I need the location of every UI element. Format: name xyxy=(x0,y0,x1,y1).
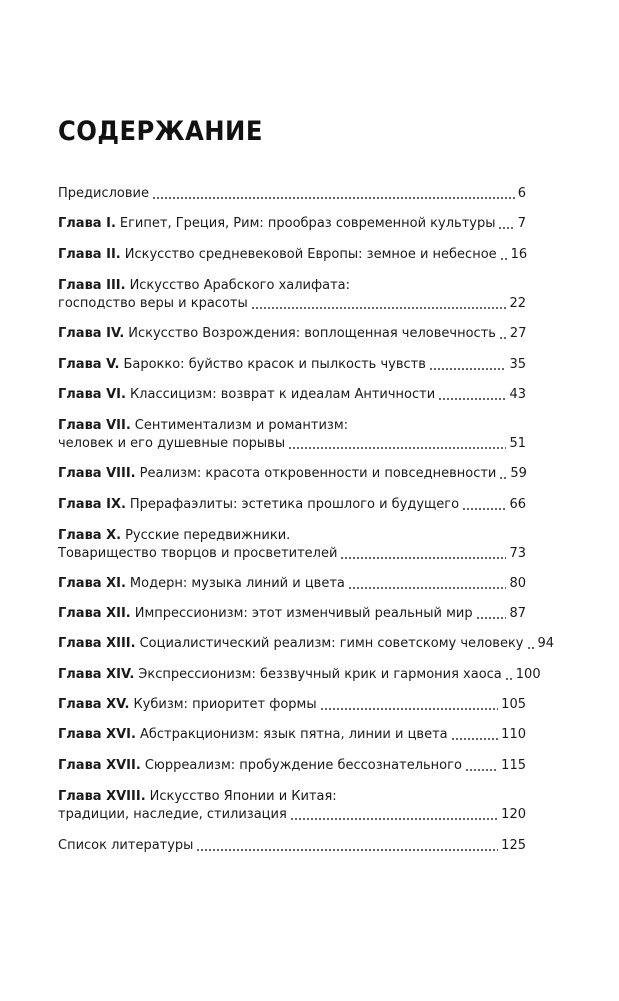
dot-leader xyxy=(499,337,507,339)
chapter-label: Глава XVIII. xyxy=(58,789,146,804)
toc-entry-chapter-13[interactable] xyxy=(58,635,555,653)
toc-page-number: 80 xyxy=(509,576,526,591)
toc-entry-chapter-10[interactable] xyxy=(58,527,526,563)
toc-entry-chapter-15[interactable] xyxy=(58,696,526,714)
toc-page-number: 100 xyxy=(515,667,541,682)
toc-page-number: 35 xyxy=(509,357,526,372)
chapter-label: Глава I. xyxy=(58,216,116,231)
toc-page-number: 73 xyxy=(509,546,526,561)
chapter-label: Глава II. xyxy=(58,247,121,262)
toc-entry-chapter-11[interactable] xyxy=(58,575,526,593)
toc-entry-title-first-line: Искусство Японии и Китая: xyxy=(149,789,337,804)
toc-entry-title: Египет, Греция, Рим: прообраз современной культуры xyxy=(119,216,496,231)
dot-leader xyxy=(340,557,506,559)
toc-page-number: 22 xyxy=(509,296,526,311)
toc-page-number: 66 xyxy=(509,497,526,512)
toc-page-number: 87 xyxy=(509,606,526,621)
toc-page-number: 51 xyxy=(509,436,526,451)
chapter-label: Глава V. xyxy=(58,357,120,372)
toc-entry-chapter-9[interactable] xyxy=(58,496,526,514)
toc-entry-title: Искусство средневековой Европы: земное и небесное xyxy=(124,247,497,262)
toc-entry-title-first-line: Сентиментализм и романтизм: xyxy=(134,418,349,433)
chapter-label: Глава VII. xyxy=(58,418,131,433)
dot-leader xyxy=(499,477,507,479)
toc-entry-title: Список литературы xyxy=(58,838,194,853)
chapter-label: Глава XVI. xyxy=(58,727,136,742)
chapter-label: Глава XVII. xyxy=(58,758,141,773)
toc-page-number: 125 xyxy=(501,838,526,853)
toc-entry-chapter-14[interactable] xyxy=(58,666,541,684)
dot-leader xyxy=(320,708,499,710)
toc-entry-chapter-16[interactable] xyxy=(58,726,526,744)
chapter-label: Глава XII. xyxy=(58,606,131,621)
dot-leader xyxy=(152,197,515,199)
toc-page-number: 115 xyxy=(501,758,526,773)
chapter-label: Глава VIII. xyxy=(58,466,136,481)
dot-leader xyxy=(290,818,498,820)
dot-leader xyxy=(465,769,498,771)
toc-entry-title: Социалистический реализм: гимн советскому человеку xyxy=(139,636,524,651)
dot-leader xyxy=(500,258,508,260)
toc-entry-bibliography[interactable] xyxy=(58,837,526,855)
toc-page-number: 105 xyxy=(501,697,526,712)
toc-entry-title: Барокко: буйство красок и пылкость чувств xyxy=(123,357,426,372)
chapter-label: Глава XI. xyxy=(58,576,126,591)
dot-leader xyxy=(196,849,498,851)
toc-entry-chapter-7[interactable] xyxy=(58,417,526,453)
dot-leader xyxy=(438,398,506,400)
chapter-label: Глава XV. xyxy=(58,697,130,712)
toc-entry-title: Импрессионизм: этот изменчивый реальный мир xyxy=(134,606,473,621)
chapter-label: Глава IX. xyxy=(58,497,126,512)
dot-leader xyxy=(288,447,506,449)
chapter-label: Глава III. xyxy=(58,278,126,293)
toc-entry-title: Предисловие xyxy=(58,186,149,201)
toc-entry-chapter-2[interactable] xyxy=(58,246,526,264)
toc-entry-title: Экспрессионизм: беззвучный крик и гармония хаоса xyxy=(138,667,502,682)
toc-page-number: 6 xyxy=(517,186,526,201)
toc-page-number: 59 xyxy=(510,466,527,481)
dot-leader xyxy=(451,738,499,740)
dot-leader xyxy=(429,368,507,370)
toc-page-number: 16 xyxy=(510,247,528,262)
toc-entry-title: господство веры и красоты xyxy=(58,296,248,311)
toc-entry-title: Товарищество творцов и просветителей xyxy=(58,546,338,561)
toc-entry-title-first-line: Русские передвижники. xyxy=(125,528,291,543)
chapter-label: Глава XIII. xyxy=(58,636,136,651)
toc-entry-chapter-4[interactable] xyxy=(58,325,526,343)
toc-entry-chapter-5[interactable] xyxy=(58,356,526,374)
toc-entry-title-first-line: Искусство Арабского халифата: xyxy=(129,278,351,293)
dot-leader xyxy=(348,587,507,589)
toc-entry-preface[interactable] xyxy=(58,185,526,203)
dot-leader xyxy=(527,647,535,649)
dot-leader xyxy=(476,617,507,619)
toc-entry-chapter-6[interactable] xyxy=(58,386,526,404)
toc-entry-title: Модерн: музыка линий и цвета xyxy=(129,576,345,591)
toc-entry-chapter-1[interactable] xyxy=(58,215,526,233)
toc-page-number: 110 xyxy=(501,727,526,742)
toc-page-number: 43 xyxy=(509,387,526,402)
toc-page-number: 120 xyxy=(501,807,526,822)
chapter-label: Глава X. xyxy=(58,528,122,543)
chapter-label: Глава VI. xyxy=(58,387,126,402)
dot-leader xyxy=(251,307,507,309)
toc-entry-title: Абстракционизм: язык пятна, линии и цвета xyxy=(139,727,448,742)
toc-entry-title: Реализм: красота откровенности и повседневности xyxy=(139,466,497,481)
dot-leader xyxy=(505,678,513,680)
dot-leader xyxy=(498,227,514,229)
toc-entry-chapter-17[interactable] xyxy=(58,757,526,775)
toc-page-number: 7 xyxy=(517,216,526,231)
toc-entry-title: Прерафаэлиты: эстетика прошлого и будущего xyxy=(129,497,460,512)
chapter-label: Глава IV. xyxy=(58,326,125,341)
toc-entry-chapter-18[interactable] xyxy=(58,788,526,824)
toc-page-number: 94 xyxy=(537,636,555,651)
toc-page-number: 27 xyxy=(509,326,527,341)
toc-entry-title: Классицизм: возврат к идеалам Античности xyxy=(129,387,436,402)
toc-entry-title: Кубизм: приоритет формы xyxy=(133,697,317,712)
page-title: СОДЕРЖАНИЕ xyxy=(58,116,263,147)
toc-entry-title: Сюрреализм: пробуждение бессознательного xyxy=(144,758,462,773)
toc-entry-title: человек и его душевные порывы xyxy=(58,436,286,451)
toc-entry-chapter-3[interactable] xyxy=(58,277,526,313)
toc-entry-title: Искусство Возрождения: воплощенная человечность xyxy=(128,326,496,341)
toc-entry-chapter-8[interactable] xyxy=(58,465,526,483)
toc-entry-chapter-12[interactable] xyxy=(58,605,526,623)
dot-leader xyxy=(462,508,506,510)
chapter-label: Глава XIV. xyxy=(58,667,135,682)
toc-entry-title: традиции, наследие, стилизация xyxy=(58,807,287,822)
